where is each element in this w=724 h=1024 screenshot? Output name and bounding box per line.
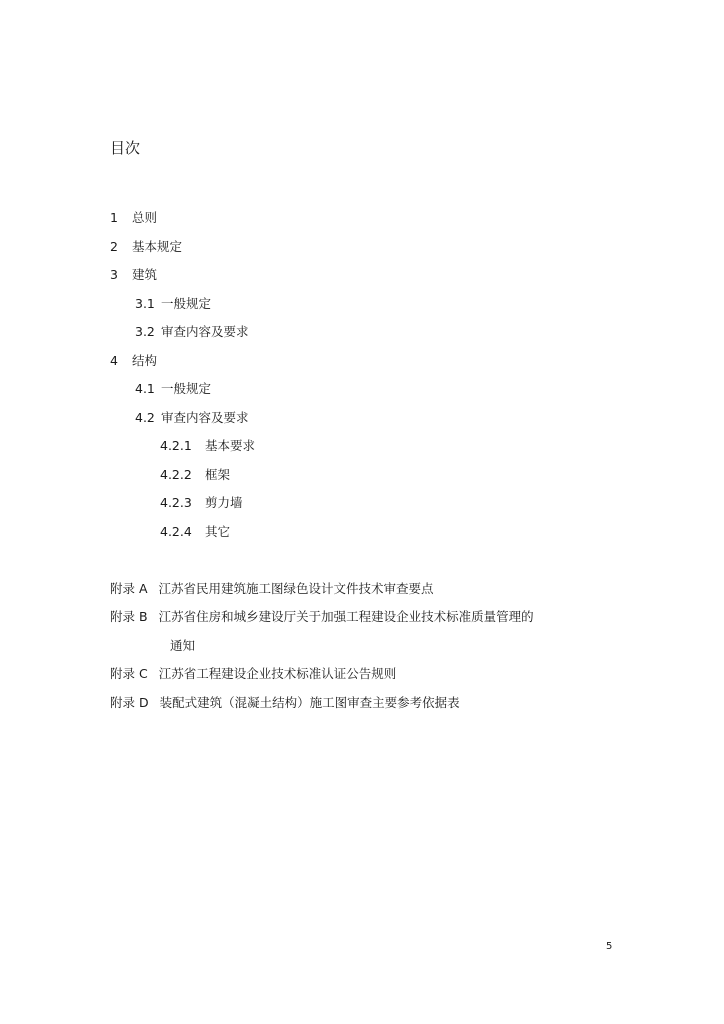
- appendix-entry-b: [110, 609, 534, 625]
- appendix-entry-c: [110, 666, 396, 682]
- toc-entry-text: 审查内容及要求: [161, 324, 249, 339]
- toc-entry-number: 2: [110, 239, 118, 254]
- toc-entry-text: 总则: [132, 210, 158, 225]
- toc-entry-number: 4.2.2: [160, 467, 192, 482]
- toc-entry-number: 4: [110, 353, 118, 368]
- toc-entry-number: 4.2.1: [160, 438, 192, 453]
- toc-entry-3-1: [135, 296, 211, 312]
- page-number: 5: [606, 941, 613, 952]
- toc-entry-number: 1: [110, 210, 118, 225]
- toc-entry-number: 4.1: [135, 381, 155, 396]
- appendix-label: 附录 D: [110, 695, 149, 710]
- toc-entry-text: 建筑: [132, 267, 158, 282]
- toc-entry-number: 3.1: [135, 296, 155, 311]
- toc-entry-4: [110, 353, 157, 369]
- toc-entry-text: 结构: [132, 353, 158, 368]
- toc-entry-text: 剪力墙: [205, 495, 243, 510]
- toc-entry-4-2-3: [160, 495, 243, 511]
- appendix-title: 江苏省工程建设企业技术标准认证公告规则: [158, 666, 397, 681]
- toc-entry-4-2: [135, 410, 249, 426]
- appendix-entry-d: [110, 695, 460, 711]
- toc-entry-4-2-4: [160, 524, 230, 540]
- appendix-label: 附录 A: [110, 581, 148, 596]
- appendix-title-continuation: 通知: [170, 638, 196, 653]
- toc-entry-4-1: [135, 381, 211, 397]
- appendix-entry-a: [110, 581, 434, 597]
- appendix-label: 附录 C: [110, 666, 148, 681]
- appendix-entry-b-continuation: [170, 638, 195, 654]
- toc-entry-2: [110, 239, 182, 255]
- toc-entry-number: 3.2: [135, 324, 155, 339]
- appendix-title: 江苏省住房和城乡建设厅关于加强工程建设企业技术标准质量管理的: [158, 609, 534, 624]
- toc-entry-text: 基本要求: [205, 438, 256, 453]
- toc-entry-text: 一般规定: [161, 296, 212, 311]
- toc-entry-4-2-1: [160, 438, 255, 454]
- page-title: 目次: [110, 139, 141, 157]
- toc-entry-3-2: [135, 324, 249, 340]
- toc-entry-text: 审查内容及要求: [161, 410, 249, 425]
- toc-entry-3: [110, 267, 157, 283]
- toc-entry-text: 其它: [205, 524, 231, 539]
- toc-entry-text: 一般规定: [161, 381, 212, 396]
- toc-entry-number: 4.2.3: [160, 495, 192, 510]
- appendix-label: 附录 B: [110, 609, 148, 624]
- toc-entry-number: 4.2: [135, 410, 155, 425]
- toc-entry-number: 4.2.4: [160, 524, 192, 539]
- appendix-title: 江苏省民用建筑施工图绿色设计文件技术审查要点: [158, 581, 434, 596]
- toc-entry-4-2-2: [160, 467, 230, 483]
- toc-entry-text: 基本规定: [132, 239, 183, 254]
- toc-entry-number: 3: [110, 267, 118, 282]
- toc-entry-text: 框架: [205, 467, 231, 482]
- appendix-title: 装配式建筑（混凝土结构）施工图审查主要参考依据表: [159, 695, 460, 710]
- toc-entry-1: [110, 210, 157, 226]
